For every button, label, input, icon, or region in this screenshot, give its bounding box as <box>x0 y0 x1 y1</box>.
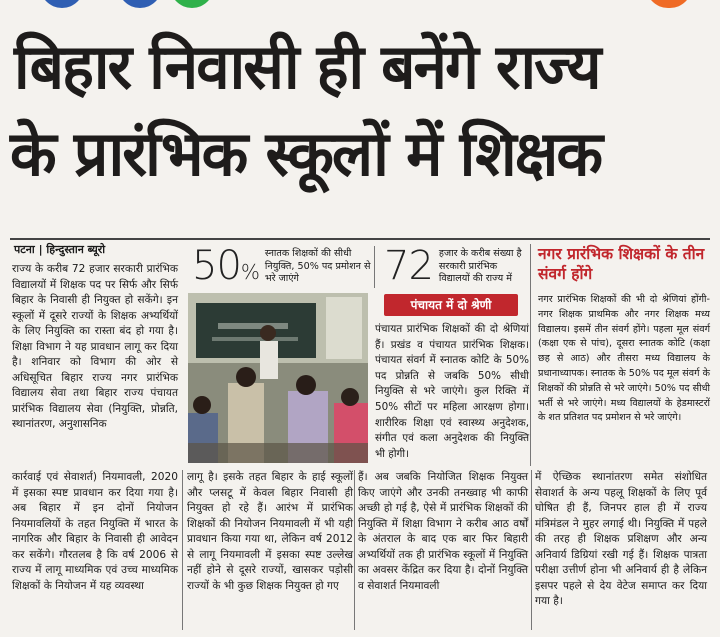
headline-line-1: बिहार निवासी ही बनेंगे राज्य <box>14 30 600 103</box>
stat-value: 72 <box>384 243 433 289</box>
column-divider <box>182 470 183 630</box>
stat-caption: हजार के करीब संख्या है सरकारी प्रारंभिक विद्यालयों की राज्य में <box>438 248 522 284</box>
article-column-3: हैं। अब जबकि नियोजित शिक्षक नियुक्त किए जाएंगे और उनकी तनख्वाह भी काफी अच्छी हो गई है, ऐसे में प्रारंभिक शिक्षकों की नियुक्ति में शिक्षा विभाग ने करीब आठ वर्षों के अंतराल के बाद एक बार फिर बिहारी अभ्यर्थियों तक ही प्रारंभिक स्कूलों में नियुक्ति का अवसर केंद्रित कर दिया है। दोनों नियुक्ति व सेवाशर्त नियमावली <box>358 471 528 592</box>
whatsapp-icon[interactable] <box>170 0 214 8</box>
panchayat-text: पंचायत प्रारंभिक शिक्षकों की दो श्रेणियां हैं। प्रखंड व पंचायत प्रारंभिक शिक्षक। पंचायत संवर्ग में स्नातक कोटि के 50% पद प्रोन्नति से जबकि 50% सीधी नियुक्ति से भरे जाएंगे। कुल रिक्ति में 50% सीटों पर महिला आरक्षण होगा। शारीरिक शिक्षा एवं स्वास्थ्य अनुदेशक, संगीत एवं कला अनुदेशक की नियुक्ति भी होगी। <box>375 323 529 460</box>
headline-rule <box>10 238 710 240</box>
column-divider <box>354 470 355 630</box>
social-share-bar <box>0 0 720 8</box>
stat-72-thousand <box>384 243 531 289</box>
stat-value: 50 <box>192 243 241 289</box>
sidebar-heading: नगर प्रारंभिक शिक्षकों के तीन संवर्ग होंगे <box>538 245 705 283</box>
stat-unit: % <box>240 260 259 284</box>
facebook-icon[interactable] <box>40 0 84 8</box>
headline-line-2: के प्रारंभिक स्कूलों में शिक्षक <box>10 117 602 190</box>
sidebar-body: नगर प्रारंभिक शिक्षकों की भी दो श्रेणियां होंगी- नगर शिक्षक प्राथमिक और नगर शिक्षक मध्य विद्यालय। इसमें तीन संवर्ग होंगे। पहला मूल संवर्ग (कक्षा एक से पांच), दूसरा स्नातक कोटि (कक्षा छह से आठ) और तीसरा मध्य विद्यालय के प्रधानाध्यापक। स्नातक के 50% पद मूल संवर्ग के शिक्षकों की प्रोन्नति से भरे जाएंगे। 50% पद सीधी भर्ती से भरे जाएंगे। मध्य विद्यालयों के हेडमास्टरों के शत प्रतिशत पद प्रमोशन से भरे जाएंगे। <box>538 294 710 424</box>
column-divider <box>530 244 531 466</box>
stat-caption: स्नातक शिक्षकों की सीधी नियुक्ति, 50% पद प्रमोशन से भरे जाएंगे <box>264 248 371 284</box>
share-icon[interactable] <box>646 0 692 8</box>
article-column-4: में ऐच्छिक स्थानांतरण समेत संशोधित सेवाशर्त के अन्य पहलू शिक्षकों के लिए पूर्व घोषित ही हैं, जिनपर हाल ही में राज्य मंत्रिमंडल ने मुहर लगाई थी। नियुक्ति में पहले की तरह ही शिक्षक प्रशिक्षण और अन्य अनिवार्य डिग्रियां रखी गई हैं। शिक्षक पात्रता परीक्षा उत्तीर्ण होना भी अनिवार्य ही है लेकिन इसपर पहले से देय वेटेज समाप्त कर दिया गया है। <box>535 471 707 607</box>
panchayat-subheading: पंचायत में दो श्रेणी <box>384 294 518 316</box>
stat-divider <box>374 246 375 288</box>
column-divider <box>531 470 532 630</box>
article-column-2: लागू है। इसके तहत बिहार के हाई स्कूलों और प्लसटू में केवल बिहार निवासी ही नियुक्त हो रहे हैं। आरंभ में प्रारंभिक शिक्षकों की नियोजन नियमावली में भी यही प्रावधान किया गया था, लेकिन वर्ष 2012 से लागू नियमावली में इसका स्पष्ट उल्लेख नहीं होने से दूसरे राज्यों, खासकर पड़ोसी राज्यों के भी कुछ शिक्षक नियुक्त हो गए <box>187 471 353 592</box>
classroom-photo-illustration <box>188 293 368 463</box>
article-column-1-bottom: कार्रवाई एवं सेवाशर्त) नियमावली, 2020 में इसका स्पष्ट प्रावधान कर दिया गया है। अब बिहार में इन दोनों नियोजन नियमावलियों के तहत नियुक्ति में भारत के नागरिक और बिहार के निवासी ही आवेदन कर सकेंगे। गौरतलब है कि वर्ष 2006 से राज्य में लागू माध्यमिक एवं उच्च माध्यमिक शिक्षकों के नियोजन में यह व्यवस्था <box>12 471 178 592</box>
twitter-icon[interactable] <box>118 0 162 8</box>
classroom-photo <box>188 293 368 463</box>
article-column-1-top: राज्य के करीब 72 हजार सरकारी प्रारंभिक विद्यालयों में शिक्षक पद पर सिर्फ और सिर्फ बिहार के निवासी ही नियुक्त हो सकेंगे। इन स्कूलों में दूसरे राज्यों के शिक्षक अभ्यर्थियों के लिए नियुक्ति का रास्ता बंद हो गया है। शिक्षा विभाग ने यह प्रावधान लागू कर दिया है। शनिवार को विभाग की ओर से अधिसूचित बिहार राज्य नगर प्रारंभिक विद्यालय सेवा तथा बिहार राज्य पंचायत प्रारंभिक विद्यालय सेवा (नियुक्ति, प्रोन्नति, स्थानांतरण, अनुशासनिक <box>12 263 178 430</box>
stat-50-percent <box>192 243 375 292</box>
byline: पटना | हिन्दुस्तान ब्यूरो <box>14 243 106 256</box>
